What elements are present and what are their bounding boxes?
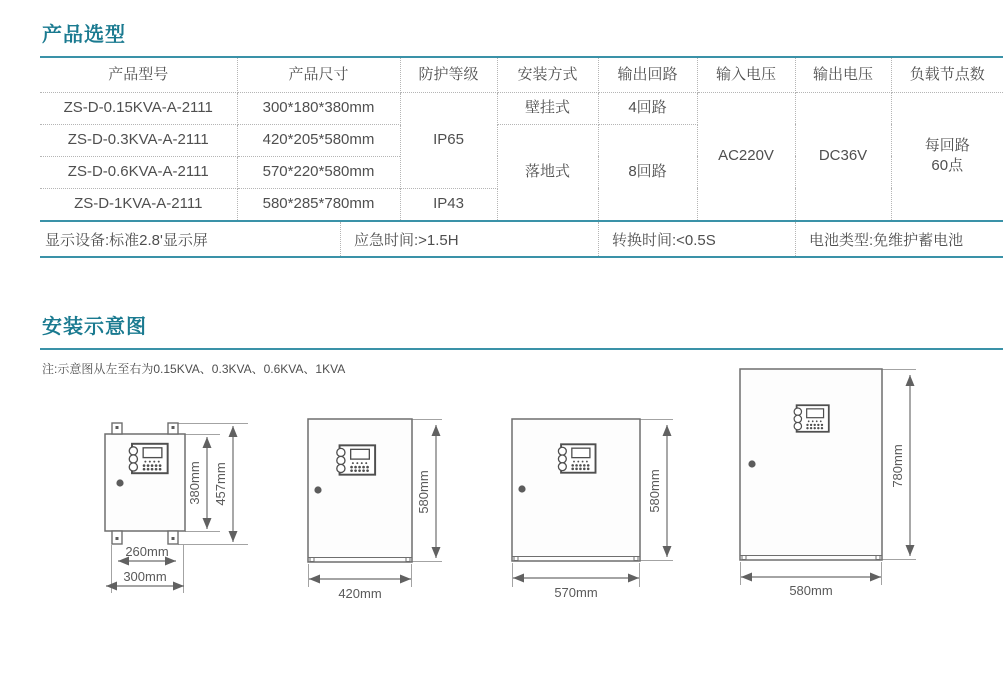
cabinet-diagram-1kva — [728, 362, 928, 607]
cabinet-body — [740, 369, 882, 560]
table-row — [40, 92, 1003, 124]
cell-size-3: 570*220*580mm — [237, 156, 400, 188]
col-header-input-voltage: 输入电压 — [697, 58, 795, 92]
col-header-output-circuits: 输出回路 — [598, 58, 697, 92]
dimension-label-height: 580mm — [416, 470, 431, 514]
dimension-label-outer-height: 457mm — [213, 462, 228, 506]
section-title-installation: 安装示意图 — [42, 316, 147, 338]
dimension-label-height: 580mm — [647, 469, 662, 513]
cell-protection-ip65: IP65 — [400, 92, 497, 188]
dimension-label-inner-height: 380mm — [187, 461, 202, 505]
cell-circuits-4: 4回路 — [598, 92, 697, 124]
cabinet-body — [308, 419, 412, 562]
cabinet-body — [512, 419, 640, 561]
cell-load-nodes — [891, 92, 1003, 220]
col-header-load-nodes: 负载节点数 — [891, 58, 1003, 92]
diagram-note: 注:示意图从左至右为0.15KVA、0.3KVA、0.6KVA、1KVA — [42, 362, 346, 376]
door-knob-icon — [116, 479, 123, 486]
door-knob-icon — [314, 486, 321, 493]
table-footer-row — [40, 220, 1003, 258]
cell-size-2: 420*205*580mm — [237, 124, 400, 156]
cabinet-diagram-0-3kva — [296, 409, 451, 604]
section-product-selection — [40, 0, 1003, 258]
control-panel-icon — [337, 445, 375, 474]
cell-size-1: 300*180*380mm — [237, 92, 400, 124]
col-header-protection: 防护等级 — [400, 58, 497, 92]
col-header-model: 产品型号 — [40, 58, 237, 92]
cell-output-voltage: DC36V — [795, 92, 891, 220]
footer-display-device: 显示设备:标准2.8'显示屏 — [45, 231, 208, 249]
cabinet-diagram-0-15kva — [88, 419, 256, 604]
col-header-size: 产品尺寸 — [237, 58, 400, 92]
cell-mount-wall: 壁挂式 — [497, 92, 598, 124]
cabinet-diagram-0-6kva — [503, 409, 683, 604]
door-knob-icon — [518, 485, 525, 492]
dimension-label-width: 570mm — [554, 585, 598, 600]
dimension-label-outer-width: 300mm — [123, 569, 167, 584]
dimension-label-width: 420mm — [338, 586, 382, 601]
control-panel-icon — [129, 444, 167, 473]
cell-model-1: ZS-D-0.15KVA-A-2111 — [40, 92, 237, 124]
page-title: 产品选型 — [42, 24, 126, 46]
cell-model-2: ZS-D-0.3KVA-A-2111 — [40, 124, 237, 156]
col-header-output-voltage: 输出电压 — [795, 58, 891, 92]
footer-emergency-time: 应急时间:>1.5H — [340, 222, 598, 256]
col-header-mounting: 安装方式 — [497, 58, 598, 92]
dimension-label-height: 780mm — [890, 444, 905, 488]
door-knob-icon — [748, 460, 755, 467]
diagram-area — [40, 379, 1003, 611]
cell-input-voltage: AC220V — [697, 92, 795, 220]
table-header-row — [40, 58, 1003, 92]
cell-model-4: ZS-D-1KVA-A-2111 — [40, 188, 237, 220]
product-spec-table — [40, 58, 1003, 220]
section-installation-diagram — [40, 258, 1003, 611]
title-underline — [40, 348, 1003, 350]
control-panel-icon — [558, 444, 595, 472]
control-panel-icon — [794, 405, 829, 432]
cell-size-4: 580*285*780mm — [237, 188, 400, 220]
cell-mount-floor: 落地式 — [497, 124, 598, 220]
dimension-label-width: 580mm — [789, 583, 833, 598]
footer-transfer-time: 转换时间:<0.5S — [598, 222, 795, 256]
cell-model-3: ZS-D-0.6KVA-A-2111 — [40, 156, 237, 188]
dimension-label-inner-width: 260mm — [125, 544, 169, 559]
cell-protection-ip43: IP43 — [400, 188, 497, 220]
load-nodes-line1: 每回路 — [924, 137, 970, 154]
footer-battery-type: 电池类型:免维护蓄电池 — [795, 222, 1003, 256]
cell-circuits-8: 8回路 — [598, 124, 697, 220]
load-nodes-line2: 60点 — [931, 157, 964, 175]
